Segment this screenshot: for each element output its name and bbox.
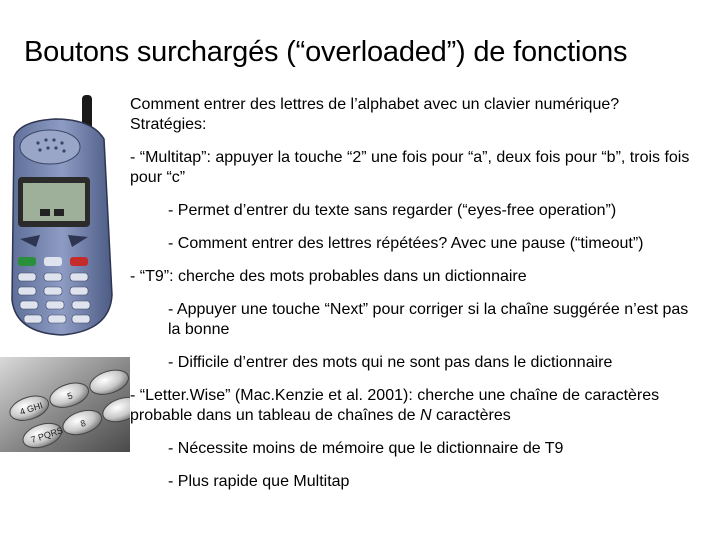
intro-strategies-label: Stratégies: <box>130 116 207 133</box>
keypad-label: 7 PQRS <box>29 425 65 445</box>
keypad-label: 4 GHI <box>18 400 44 418</box>
letterwise-subpoint: - Plus rapide que Multitap <box>168 473 350 490</box>
letterwise-text-end: caractères <box>431 407 511 424</box>
letterwise-bullet <box>130 386 700 426</box>
keypad-closeup-image <box>0 357 130 452</box>
mobile-phone-image <box>0 95 120 345</box>
t9-bullet: - “T9”: cherche des mots probables dans un dictionnaire <box>130 268 527 285</box>
multitap-subpoint: - Comment entrer des lettres répétées? Avec une pause (“timeout”) <box>168 235 644 252</box>
slide-body <box>130 95 700 505</box>
t9-subpoint: - Difficile d’entrer des mots qui ne sont pas dans le dictionnaire <box>168 354 613 371</box>
keypad-label: 8 <box>79 417 87 429</box>
t9-subpoint: - Appuyer une touche “Next” pour corriger si la chaîne suggérée n’est pas la bonne <box>168 301 689 338</box>
keypad-label: 5 <box>66 390 74 402</box>
letterwise-subpoint: - Nécessite moins de mémoire que le dictionnaire de T9 <box>168 440 564 457</box>
letterwise-text: - “Letter.Wise” (Mac.Kenzie et al. 2001): cherche une chaîne de caractères probable dans un tableau de chaînes de <box>130 387 660 424</box>
letterwise-n: N <box>420 407 432 424</box>
speaker <box>20 130 80 164</box>
slide-title: Boutons surchargés (“overloaded”) de fonctions <box>24 36 628 68</box>
intro-block <box>130 95 700 135</box>
intro-question: Comment entrer des lettres de l’alphabet avec un clavier numérique? <box>130 96 620 113</box>
multitap-subpoint: - Permet d’entrer du texte sans regarder (“eyes-free operation”) <box>168 202 617 219</box>
multitap-bullet: - “Multitap”: appuyer la touche “2” une fois pour “a”, deux fois pour “b”, trois fois pour “c” <box>130 149 690 186</box>
